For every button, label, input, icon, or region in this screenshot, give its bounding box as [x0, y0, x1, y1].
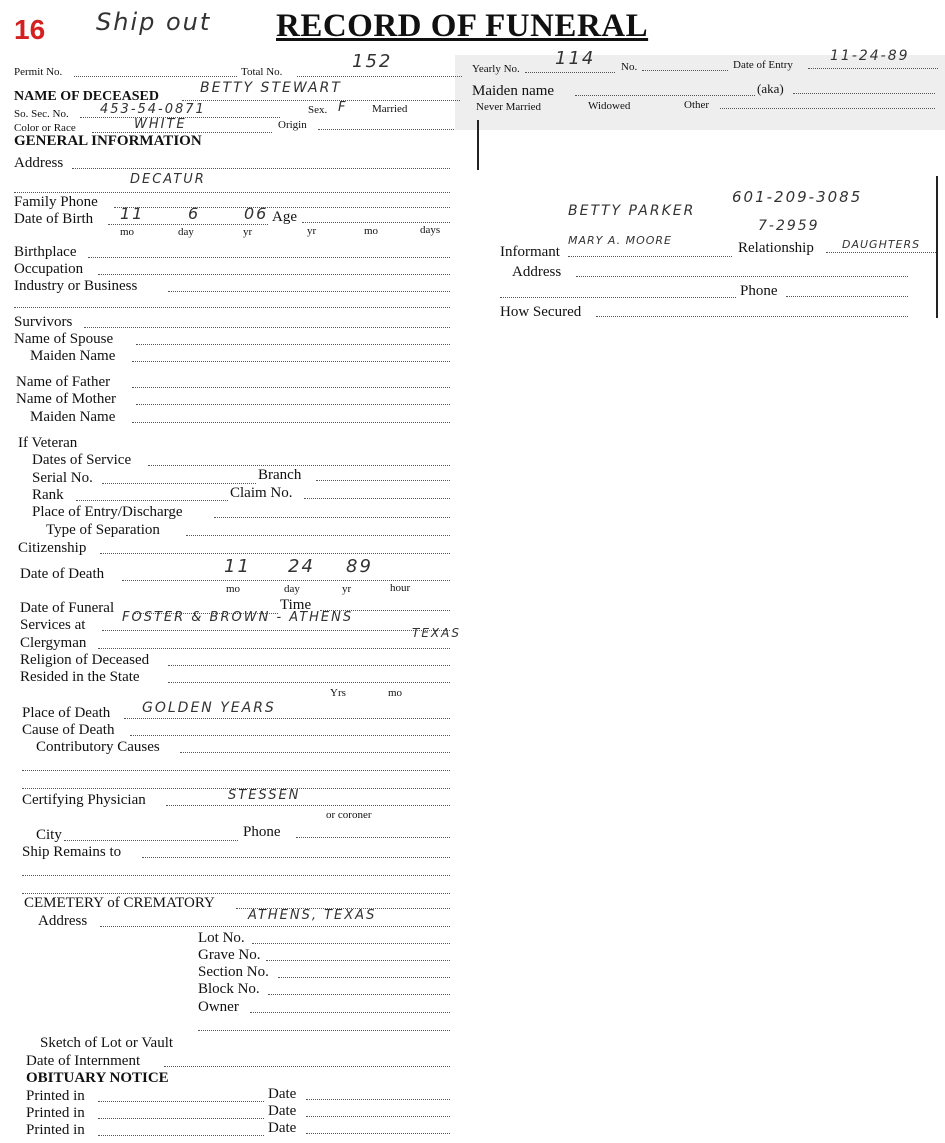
serial-label: Serial No. — [32, 470, 93, 486]
relationship-value: DAUGHTERS — [842, 238, 921, 251]
name-label: NAME OF DECEASED — [14, 89, 159, 104]
death-sub-day: day — [284, 583, 300, 595]
mother-maiden-label: Maiden Name — [30, 409, 116, 425]
ssn-value: 453-54-0871 — [100, 102, 206, 117]
informant-address-label: Address — [512, 264, 562, 280]
death-day: 24 — [288, 556, 315, 577]
services-value-2: TEXAS — [412, 626, 461, 640]
dates-service-label: Dates of Service — [32, 452, 132, 468]
death-sub-hour: hour — [390, 582, 411, 594]
informant-phone-label: Phone — [740, 283, 778, 299]
dob-label: Date of Birth — [14, 211, 94, 227]
married-label: Married — [372, 103, 408, 115]
printed-label-3: Printed in — [26, 1122, 85, 1138]
religion-label: Religion of Deceased — [20, 652, 150, 668]
yearly-label: Yearly No. — [472, 63, 520, 75]
mother-label: Name of Mother — [16, 391, 116, 407]
physician-label: Certifying Physician — [22, 792, 146, 808]
internment-label: Date of Internment — [26, 1053, 141, 1069]
total-value: 152 — [352, 51, 393, 72]
age-sub-days: days — [420, 224, 441, 236]
dob-sub-day: day — [178, 226, 194, 238]
age-sub-yr: yr — [307, 225, 317, 237]
printed-date-label-3: Date — [268, 1120, 297, 1136]
place-death-value: GOLDEN YEARS — [142, 700, 276, 716]
branch-label: Branch — [258, 467, 302, 483]
dob-mo: 11 — [120, 204, 145, 223]
spouse-maiden-label: Maiden Name — [30, 348, 116, 364]
printed-label-1: Printed in — [26, 1088, 85, 1104]
funeral-date-label: Date of Funeral — [20, 600, 115, 616]
cemetery-address-value: ATHENS, TEXAS — [248, 908, 377, 923]
total-label: Total No. — [241, 66, 283, 78]
death-date-label: Date of Death — [20, 566, 105, 582]
handwritten-note: Ship out — [96, 8, 212, 36]
survivors-label: Survivors — [14, 314, 73, 330]
spouse-label: Name of Spouse — [14, 331, 114, 347]
block-label: Block No. — [198, 981, 260, 997]
father-label: Name of Father — [16, 374, 111, 390]
services-label: Services at — [20, 617, 86, 633]
occupation-label: Occupation — [14, 261, 84, 277]
dob-sub-mo: mo — [120, 226, 135, 238]
never-married-label: Never Married — [476, 101, 542, 113]
aka-label: (aka) — [757, 81, 784, 96]
if-veteran-label: If Veteran — [18, 435, 78, 451]
death-mo: 11 — [224, 556, 251, 577]
entry-value: 11-24-89 — [830, 48, 910, 64]
industry-label: Industry or Business — [14, 278, 138, 294]
citizenship-label: Citizenship — [18, 540, 87, 556]
page-title: RECORD OF FUNERAL — [276, 8, 649, 44]
informant-right-border — [936, 176, 938, 318]
resided-sub-yrs: Yrs — [330, 687, 346, 699]
page-number: 16 — [14, 14, 46, 45]
race-label: Color or Race — [14, 122, 76, 134]
death-yr: 89 — [346, 556, 373, 577]
dob-sub-yr: yr — [243, 226, 253, 238]
printed-date-label-1: Date — [268, 1086, 297, 1102]
obituary-heading: OBITUARY NOTICE — [26, 1070, 169, 1086]
place-death-label: Place of Death — [22, 705, 111, 721]
widowed-label: Widowed — [588, 100, 631, 112]
maiden-label: Maiden name — [472, 83, 555, 99]
informant-value: MARY A. MOORE — [568, 234, 672, 247]
death-sub-yr: yr — [342, 583, 352, 595]
how-secured-label: How Secured — [500, 304, 582, 318]
yearly-value: 114 — [555, 48, 596, 69]
resided-label: Resided in the State — [20, 669, 140, 685]
age-label: Age — [272, 209, 297, 225]
dob-yr: 06 — [244, 204, 269, 223]
race-value: WHITE — [134, 117, 187, 132]
informant-label: Informant — [500, 244, 560, 260]
separation-label: Type of Separation — [46, 522, 160, 538]
printed-label-2: Printed in — [26, 1105, 85, 1121]
grave-label: Grave No. — [198, 947, 261, 963]
owner-label: Owner — [198, 999, 239, 1015]
family-phone-label: Family Phone — [14, 194, 98, 210]
cause-label: Cause of Death — [22, 722, 115, 738]
ssn-label: So. Sec. No. — [14, 108, 69, 120]
name-value: BETTY STEWART — [200, 80, 342, 96]
death-sub-mo: mo — [226, 583, 241, 595]
relationship-label: Relationship — [738, 240, 814, 256]
time-label: Time — [280, 597, 312, 613]
birthplace-label: Birthplace — [14, 244, 77, 260]
city-label: City — [36, 827, 62, 843]
physician-value: STESSEN — [228, 788, 301, 803]
entry-label: Date of Entry — [733, 59, 793, 71]
no-label: No. — [621, 61, 638, 73]
section-label: Section No. — [198, 964, 269, 980]
dob-day: 6 — [188, 204, 201, 223]
rank-label: Rank — [32, 487, 64, 503]
sex-value: F — [338, 100, 348, 115]
sex-label: Sex. — [308, 104, 328, 116]
sketch-label: Sketch of Lot or Vault — [40, 1035, 174, 1051]
services-value: FOSTER & BROWN - ATHENS — [122, 610, 354, 625]
city-phone-label: Phone — [243, 824, 281, 840]
lot-label: Lot No. — [198, 930, 245, 946]
informant-note-name: BETTY PARKER — [568, 203, 696, 219]
other-label: Other — [684, 99, 710, 111]
contrib-label: Contributory Causes — [36, 739, 160, 755]
address-label: Address — [14, 155, 64, 171]
address-value: DECATUR — [130, 172, 206, 187]
informant-note-phone-2: 7-2959 — [758, 218, 820, 234]
clergyman-label: Clergyman — [20, 635, 87, 651]
resided-sub-mo: mo — [388, 687, 403, 699]
general-heading: GENERAL INFORMATION — [14, 133, 202, 149]
informant-left-border — [477, 120, 479, 170]
cemetery-heading: CEMETERY of CREMATORY — [24, 895, 215, 911]
age-sub-mo: mo — [364, 225, 379, 237]
ship-label: Ship Remains to — [22, 844, 122, 860]
printed-date-label-2: Date — [268, 1103, 297, 1119]
origin-label: Origin — [278, 119, 307, 131]
cemetery-address-label: Address — [38, 913, 88, 929]
claim-label: Claim No. — [230, 485, 293, 501]
entry-discharge-label: Place of Entry/Discharge — [32, 504, 183, 520]
coroner-label: or coroner — [326, 809, 372, 821]
informant-note-phone-1: 601-209-3085 — [732, 188, 863, 206]
permit-label: Permit No. — [14, 66, 63, 78]
